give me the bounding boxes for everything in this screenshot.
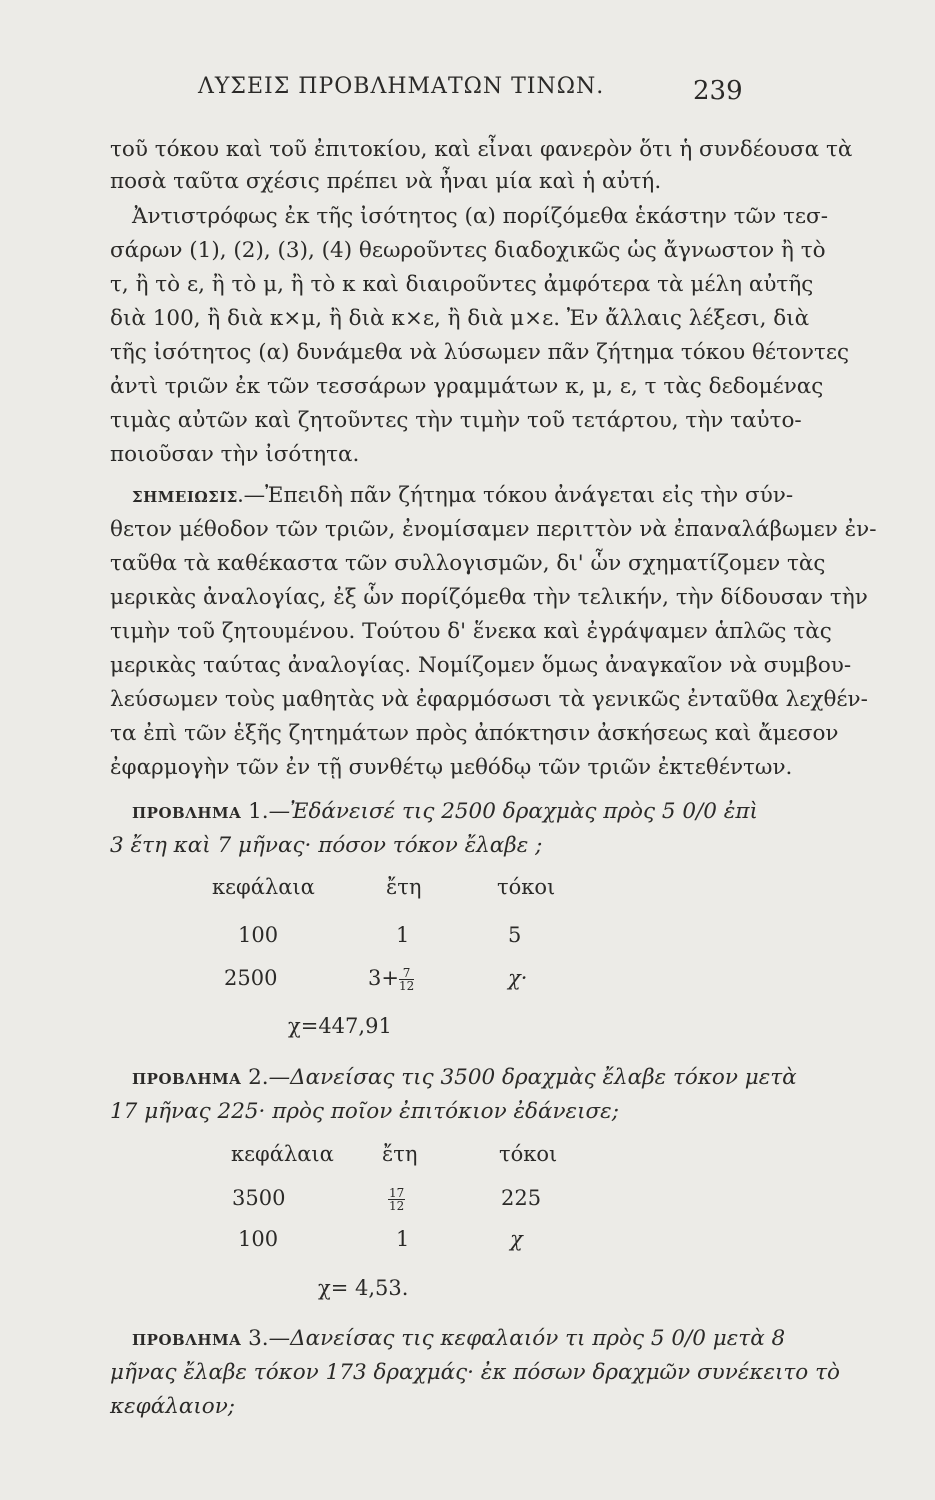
problem-3-text-line: κεφάλαιον; (110, 1394, 236, 1419)
cell-interest: χ· (508, 966, 528, 990)
problem-2-heading (132, 1063, 797, 1094)
body-line: ἀντὶ τριῶν ἐκ τῶν τεσσάρων γραμμάτων κ, μ, ε, τ τὰς δεδομένας (110, 374, 824, 399)
problem-label: ΠΡΟΒΛΗΜΑ (132, 804, 242, 822)
cell-capital: 3500 (232, 1186, 286, 1210)
problem-number: 1. (248, 799, 269, 824)
body-line: τα ἐπὶ τῶν ἑξῆς ζητημάτων πρὸς ἀπόκτησιν ἀσκήσεως καὶ ἄμεσον (110, 721, 839, 746)
problem-2-result: χ= 4,53. (318, 1276, 409, 1300)
body-line: τ, ἢ τὸ ε, ἢ τὸ μ, ἢ τὸ κ καὶ διαιροῦντες ἀμφότερα τὰ μέλη αὐτῆς (110, 272, 814, 297)
fraction-denominator: 12 (389, 1199, 405, 1213)
problem-2-text-line: 17 μῆνας 225· πρὸς ποῖον ἐπιτόκιον ἐδάνεισε; (110, 1099, 619, 1124)
fraction-numerator: 7 (399, 967, 414, 980)
years-whole: 3+ (368, 966, 399, 990)
header-capital: κεφάλαια (231, 1142, 334, 1166)
body-line: σάρων (1), (2), (3), (4) θεωροῦντες διαδοχικῶς ὡς ἄγνωστον ἢ τὸ (110, 238, 826, 263)
body-line: τιμὰς αὐτῶν καὶ ζητοῦντες τὴν τιμὴν τοῦ τετάρτου, τὴν ταὐτο- (110, 408, 802, 433)
body-line: τῆς ἰσότητος (α) δυνάμεθα νὰ λύσωμεν πᾶν ζήτημα τόκου θέτοντες (110, 340, 850, 365)
body-line: τοῦ τόκου καὶ τοῦ ἐπιτοκίου, καὶ εἶναι φανερὸν ὅτι ἡ συνδέουσα τὰ (110, 137, 853, 162)
problem-1-heading (132, 797, 758, 828)
body-line: ἐφαρμογὴν τῶν ἐν τῇ συνθέτῳ μεθόδῳ τῶν τριῶν ἐκτεθέντων. (110, 755, 793, 780)
problem-3-heading (132, 1324, 786, 1355)
body-line: τιμὴν τοῦ ζητουμένου. Τούτου δ' ἕνεκα καὶ ἐγράψαμεν ἁπλῶς τὰς (110, 619, 832, 644)
problem-text: —Ἐδάνεισέ τις 2500 δραχμὰς πρὸς 5 0/0 ἐπὶ (268, 799, 758, 824)
problem-label: ΠΡΟΒΛΗΜΑ (132, 1331, 242, 1349)
note-first-line (132, 481, 794, 512)
header-years: ἔτη (382, 1142, 418, 1166)
cell-years: 1 (396, 1227, 410, 1251)
problem-3-text-line: μῆνας ἔλαβε τόκον 173 δραχμάς· ἐκ πόσων δραχμῶν συνέκειτο τὸ (110, 1360, 840, 1385)
cell-years (388, 1186, 405, 1212)
cell-interest: χ (510, 1227, 523, 1251)
fraction-denominator: 12 (398, 979, 415, 993)
body-line: θετον μέθοδον τῶν τριῶν, ἐνομίσαμεν περιττὸν νὰ ἐπαναλάβωμεν ἐν- (110, 517, 877, 542)
body-line: ποιοῦσαν τὴν ἰσότητα. (110, 442, 360, 467)
cell-interest: 225 (501, 1186, 542, 1210)
cell-capital: 100 (238, 923, 279, 947)
page-number: 239 (693, 76, 743, 106)
body-line: ταῦθα τὰ καθέκαστα τῶν συλλογισμῶν, δι' ὧν σχηματίζομεν τὰς (110, 551, 826, 576)
body-line: ποσὰ ταῦτα σχέσις πρέπει νὰ ἦναι μία καὶ ἡ αὐτή. (110, 169, 662, 194)
header-interest: τόκοι (497, 875, 556, 899)
body-line: Ἀντιστρόφως ἐκ τῆς ἰσότητος (α) πορίζόμεθα ἑκάστην τῶν τεσ- (132, 204, 828, 229)
cell-years: 1 (396, 923, 410, 947)
years-fraction (388, 1187, 405, 1212)
note-label: ΣΗΜΕΙΩΣΙΣ. (132, 488, 244, 506)
fraction-numerator: 17 (389, 1186, 405, 1200)
problem-number: 3. (248, 1326, 269, 1351)
cell-years (368, 966, 414, 992)
running-title: ΛΥΣΕΙΣ ΠΡΟΒΛΗΜΑΤΩΝ ΤΙΝΩΝ. (198, 74, 605, 99)
header-capital: κεφάλαια (212, 875, 315, 899)
cell-capital: 2500 (224, 966, 278, 990)
note-text: —Ἐπειδὴ πᾶν ζήτημα τόκου ἀνάγεται εἰς τὴν σύν- (243, 483, 794, 508)
problem-number: 2. (248, 1065, 269, 1090)
body-line: μερικὰς ταύτας ἀναλογίας. Νομίζομεν ὅμως ἀναγκαῖον νὰ συμβου- (110, 653, 852, 678)
problem-label: ΠΡΟΒΛΗΜΑ (132, 1070, 242, 1088)
body-line: μερικὰς ἀναλογίας, ἐξ ὧν πορίζόμεθα τὴν τελικήν, τὴν δίδουσαν τὴν (110, 585, 868, 610)
page-header (0, 74, 935, 114)
problem-1-text-line: 3 ἔτη καὶ 7 μῆνας· πόσον τόκον ἔλαβε ; (110, 833, 543, 858)
problem-text: —Δανείσας τις 3500 δραχμὰς ἔλαβε τόκον μετὰ (268, 1065, 797, 1090)
problem-1-result: χ=447,91 (288, 1014, 392, 1038)
header-years: ἔτη (386, 875, 422, 899)
years-fraction (399, 967, 414, 992)
problem-text: —Δανείσας τις κεφαλαιόν τι πρὸς 5 0/0 μετὰ 8 (268, 1326, 786, 1351)
cell-interest: 5 (508, 923, 522, 947)
header-interest: τόκοι (499, 1142, 558, 1166)
body-line: διὰ 100, ἢ διὰ κ×μ, ἢ διὰ κ×ε, ἢ διὰ μ×ε. Ἐν ἄλλαις λέξεσι, διὰ (110, 306, 810, 331)
cell-capital: 100 (238, 1227, 279, 1251)
body-line: λεύσωμεν τοὺς μαθητὰς νὰ ἐφαρμόσωσι τὰ γενικῶς ἐνταῦθα λεχθέν- (110, 687, 868, 712)
